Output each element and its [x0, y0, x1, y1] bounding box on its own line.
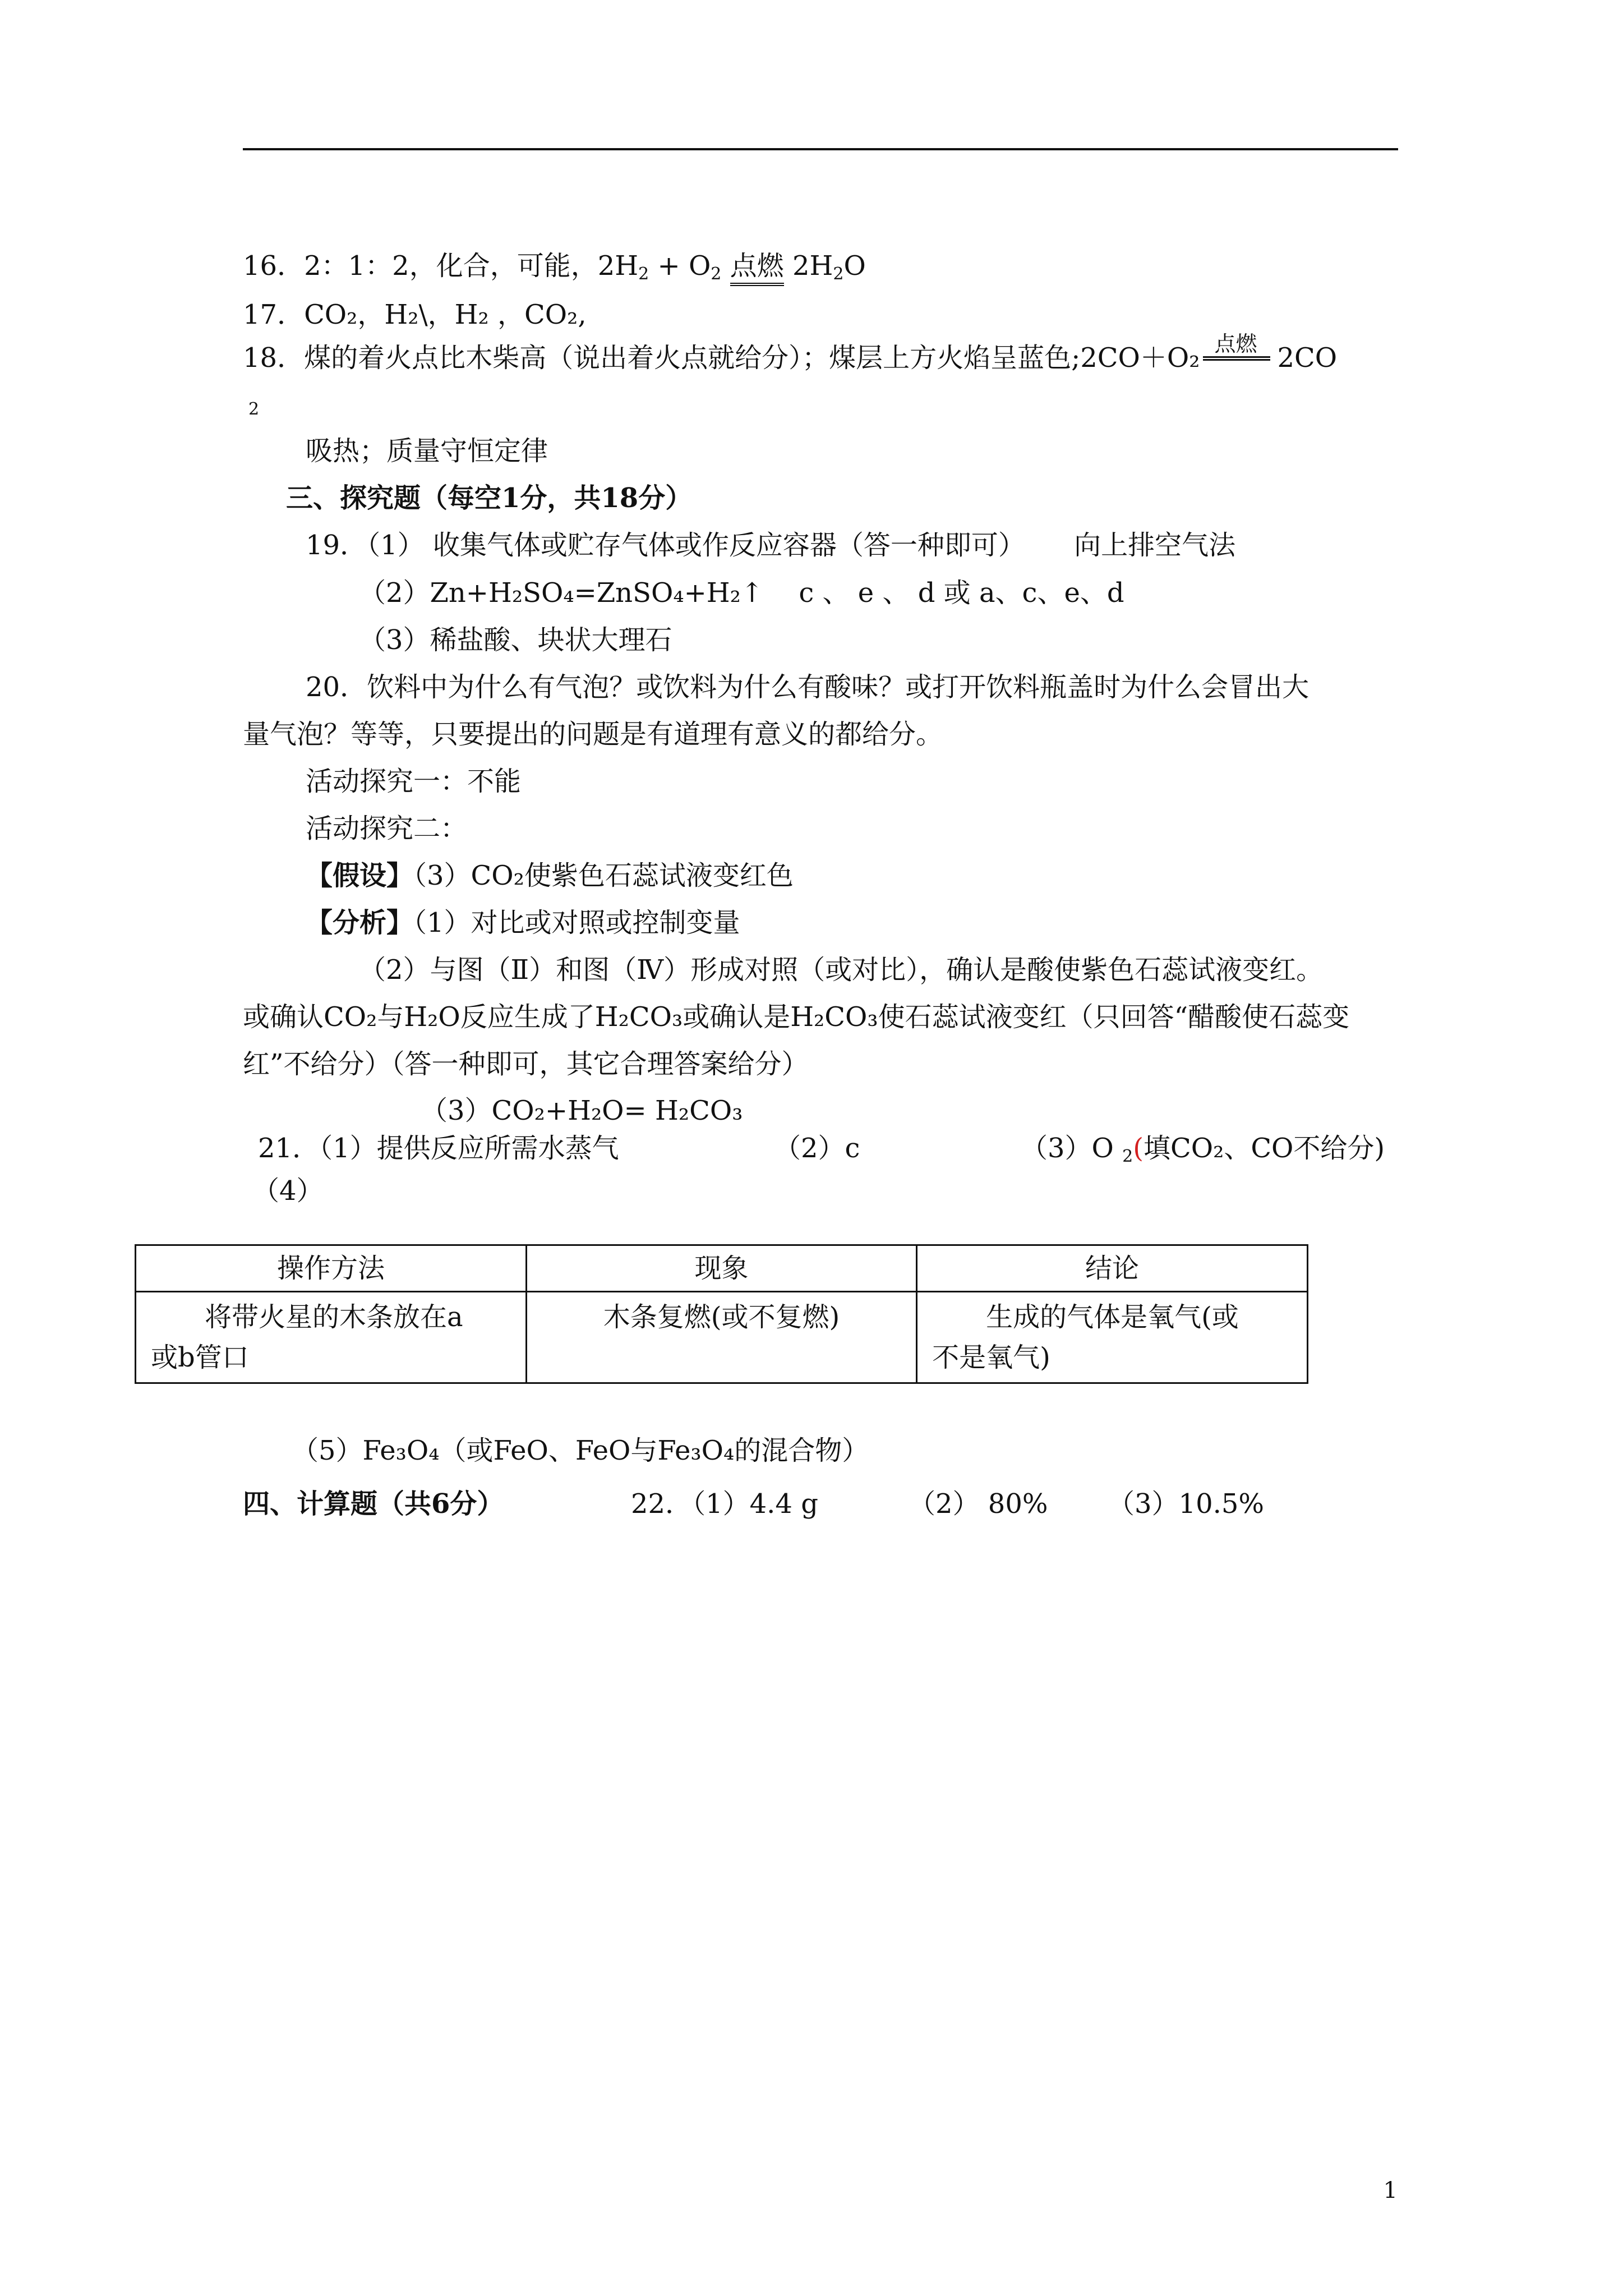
answer-21-5: （5）Fe₃O₄（或FeO、FeO与Fe₃O₄的混合物） — [292, 1435, 869, 1466]
experiment-table — [135, 1244, 1308, 1384]
answer-22-1: 22．（1）4.4 g — [631, 1488, 818, 1520]
analysis-2-line2: 或确认CO₂与H₂O反应生成了H₂CO₃或确认是H₂CO₃使石蕊试液变红（只回答“醋酸使石蕊变 — [243, 1001, 1350, 1033]
header-rule — [243, 148, 1398, 150]
table-cell-method: 将带火星的木条放在a 或b管口 — [136, 1292, 527, 1383]
reaction-arrow-18: 点燃 — [1203, 356, 1270, 361]
table-header-phenomenon: 现象 — [526, 1245, 916, 1292]
table-cell-phenomenon: 木条复燃(或不复燃) — [526, 1292, 916, 1383]
answer-20-line1: 20．饮料中为什么有气泡？或饮料为什么有酸味？或打开饮料瓶盖时为什么会冒出大 — [306, 671, 1310, 703]
table-cell-conclusion: 生成的气体是氧气(或 不是氧气) — [917, 1292, 1308, 1383]
section-title-4: 四、计算题（共6分） — [243, 1488, 504, 1520]
answer-19-1: 19．（1） 收集气体或贮存气体或作反应容器（答一种即可） 向上排空气法 — [306, 530, 1236, 561]
answer-18-subscript: 2 — [248, 399, 260, 419]
analysis-3: （3）CO₂+H₂O= H₂CO₃ — [421, 1095, 743, 1126]
answer-18: 18．煤的着火点比木柴高（说出着火点就给分）；煤层上方火焰呈蓝色;2CO＋O₂ 点燃 2CO — [243, 331, 1338, 374]
answer-21-2: （2）c — [774, 1133, 860, 1164]
page-number: 1 — [1383, 2178, 1398, 2203]
answer-19-3: （3）稀盐酸、块状大理石 — [359, 624, 672, 656]
answer-22-2: （2） 80% — [909, 1488, 1048, 1520]
hypothesis: 【假设】（3）CO₂使紫色石蕊试液变红色 — [306, 860, 794, 891]
reaction-condition-16: 点燃 — [730, 249, 784, 286]
answer-18-line2: 吸热；质量守恒定律 — [306, 435, 548, 467]
analysis-2-line1: （2）与图（Ⅱ）和图（Ⅳ）形成对照（或对比），确认是酸使紫色石蕊试液变红。 — [359, 954, 1324, 986]
analysis-2-line3: 红”不给分）（答一种即可，其它合理答案给分） — [243, 1048, 809, 1080]
table-row — [136, 1292, 1308, 1383]
table-header-row — [136, 1245, 1308, 1292]
activity-2: 活动探究二： — [306, 813, 468, 844]
answer-20-line2: 量气泡？等等，只要提出的问题是有道理有意义的都给分。 — [243, 719, 943, 750]
answer-21-3: （3）O $_2$(填CO₂、CO不给分) — [1021, 1133, 1385, 1166]
answer-16: 16．2：1：2，化合，可能，$2H_2 + O_2$ 点燃 $2H_2O$ — [243, 249, 866, 283]
answer-17: 17．CO₂，H₂\，H₂ ，CO₂, — [243, 299, 587, 330]
analysis-1: 【分析】（1）对比或对照或控制变量 — [306, 907, 740, 938]
section-title-3: 三、探究题（每空1分，共18分） — [286, 482, 693, 514]
table-header-conclusion: 结论 — [917, 1245, 1308, 1292]
answer-21-4: （4） — [252, 1175, 324, 1207]
activity-1: 活动探究一：不能 — [306, 766, 522, 797]
answer-19-2: （2）Zn+H₂SO₄=ZnSO₄+H₂↑ c 、 e 、 d 或 a、c、e、d — [359, 577, 1124, 609]
answer-22-3: （3）10.5% — [1108, 1488, 1265, 1520]
table-header-method: 操作方法 — [136, 1245, 527, 1292]
answer-21-1: 21．（1）提供反应所需水蒸气 — [258, 1133, 619, 1164]
